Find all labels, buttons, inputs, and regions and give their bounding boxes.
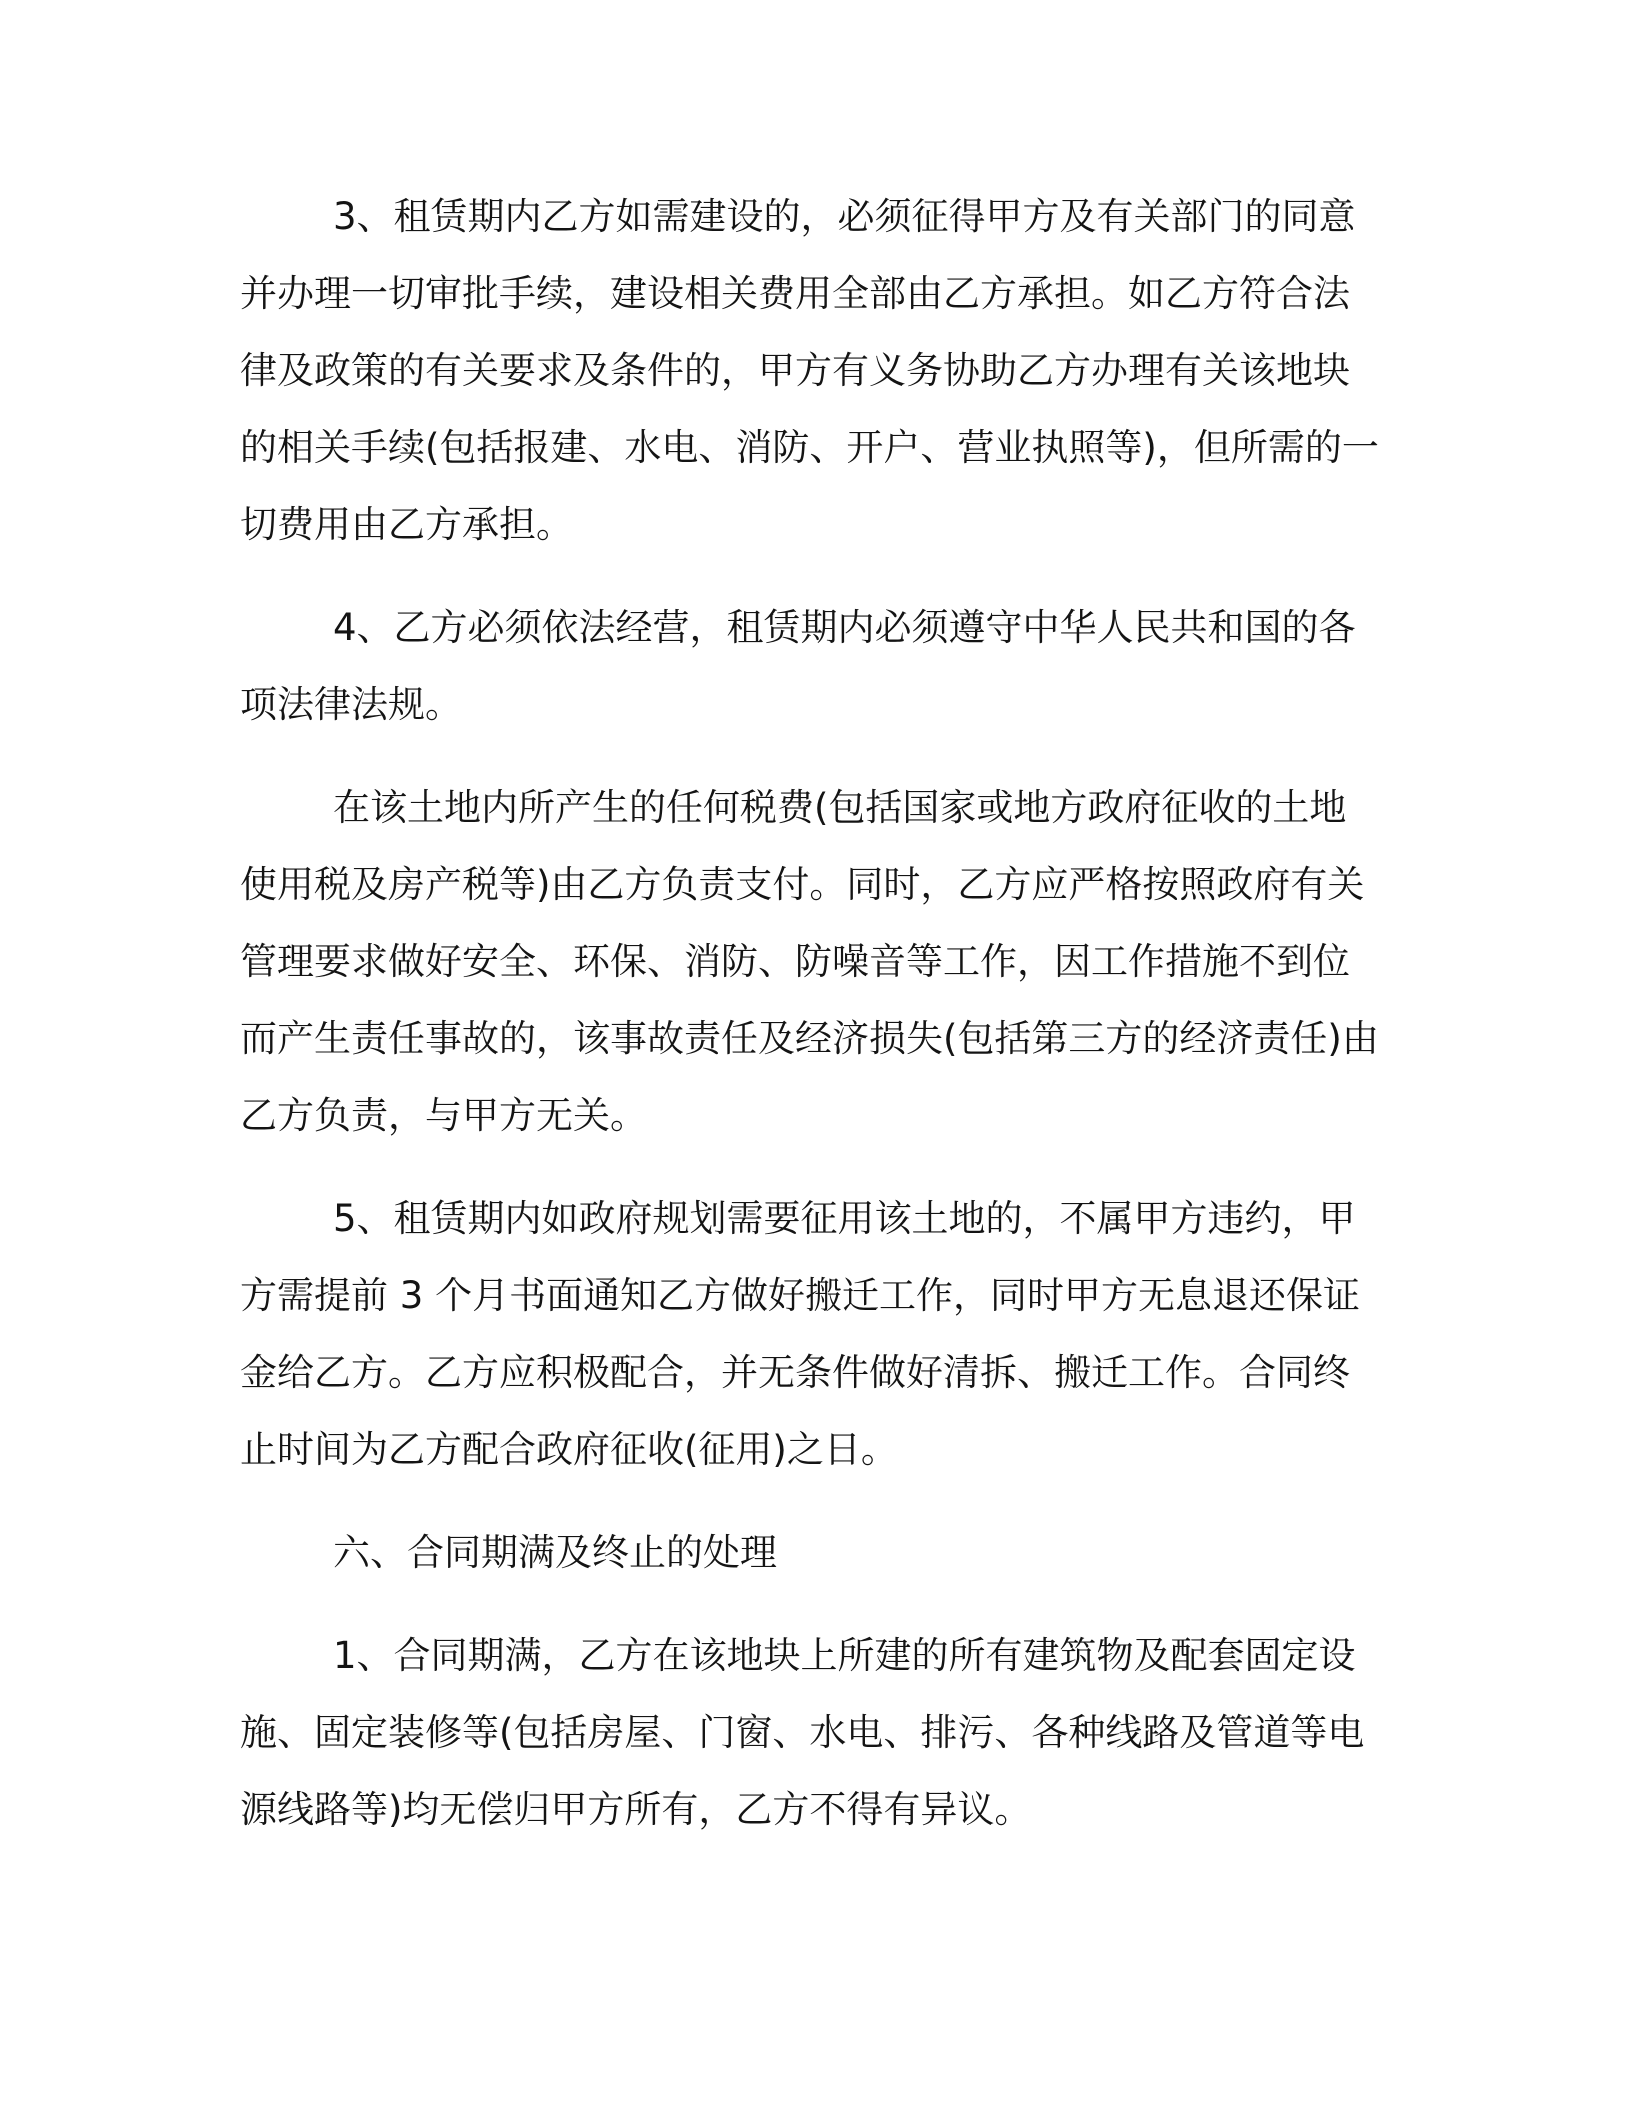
text-line: 3、租赁期内乙方如需建设的，必须征得甲方及有关部门的同意 [333, 195, 1356, 238]
text-line: 止时间为乙方配合政府征收(征用)之日。 [240, 1428, 898, 1471]
paragraph-clause-5 [240, 1180, 1440, 1488]
text-line: 项法律法规。 [240, 683, 462, 726]
text-line: 1、合同期满，乙方在该地块上所建的所有建筑物及配套固定设 [333, 1634, 1356, 1677]
text-line: 方需提前 3 个月书面通知乙方做好搬迁工作，同时甲方无息退还保证 [240, 1274, 1361, 1317]
text-line: 4、乙方必须依法经营，租赁期内必须遵守中华人民共和国的各 [333, 606, 1356, 649]
paragraph-clause-4 [240, 589, 1440, 743]
text-line: 律及政策的有关要求及条件的，甲方有义务协助乙方办理有关该地块 [240, 349, 1350, 392]
text-line: 管理要求做好安全、环保、消防、防噪音等工作，因工作措施不到位 [240, 940, 1350, 983]
section-heading-text: 六、合同期满及终止的处理 [333, 1531, 777, 1574]
text-line: 使用税及房产税等)由乙方负责支付。同时，乙方应严格按照政府有关 [240, 863, 1365, 906]
text-line: 金给乙方。乙方应积极配合，并无条件做好清拆、搬迁工作。合同终 [240, 1351, 1350, 1394]
text-line: 施、固定装修等(包括房屋、门窗、水电、排污、各种线路及管道等电 [240, 1711, 1365, 1754]
text-line: 乙方负责，与甲方无关。 [240, 1094, 647, 1137]
text-line: 5、租赁期内如政府规划需要征用该土地的，不属甲方违约，甲 [333, 1197, 1356, 1240]
text-line: 源线路等)均无偿归甲方所有，乙方不得有异议。 [240, 1788, 1032, 1831]
paragraph-taxes [240, 769, 1440, 1154]
text-line: 并办理一切审批手续，建设相关费用全部由乙方承担。如乙方符合法 [240, 272, 1350, 315]
section-heading-6 [240, 1514, 1440, 1591]
text-line: 的相关手续(包括报建、水电、消防、开户、营业执照等)，但所需的一 [240, 426, 1379, 469]
text-line: 切费用由乙方承担。 [240, 503, 573, 546]
paragraph-section-6-clause-1 [240, 1617, 1440, 1848]
text-line: 在该土地内所产生的任何税费(包括国家或地方政府征收的土地 [333, 786, 1347, 829]
text-line: 而产生责任事故的，该事故责任及经济损失(包括第三方的经济责任)由 [240, 1017, 1379, 1060]
document-body [240, 178, 1440, 1874]
paragraph-clause-3 [240, 178, 1440, 563]
